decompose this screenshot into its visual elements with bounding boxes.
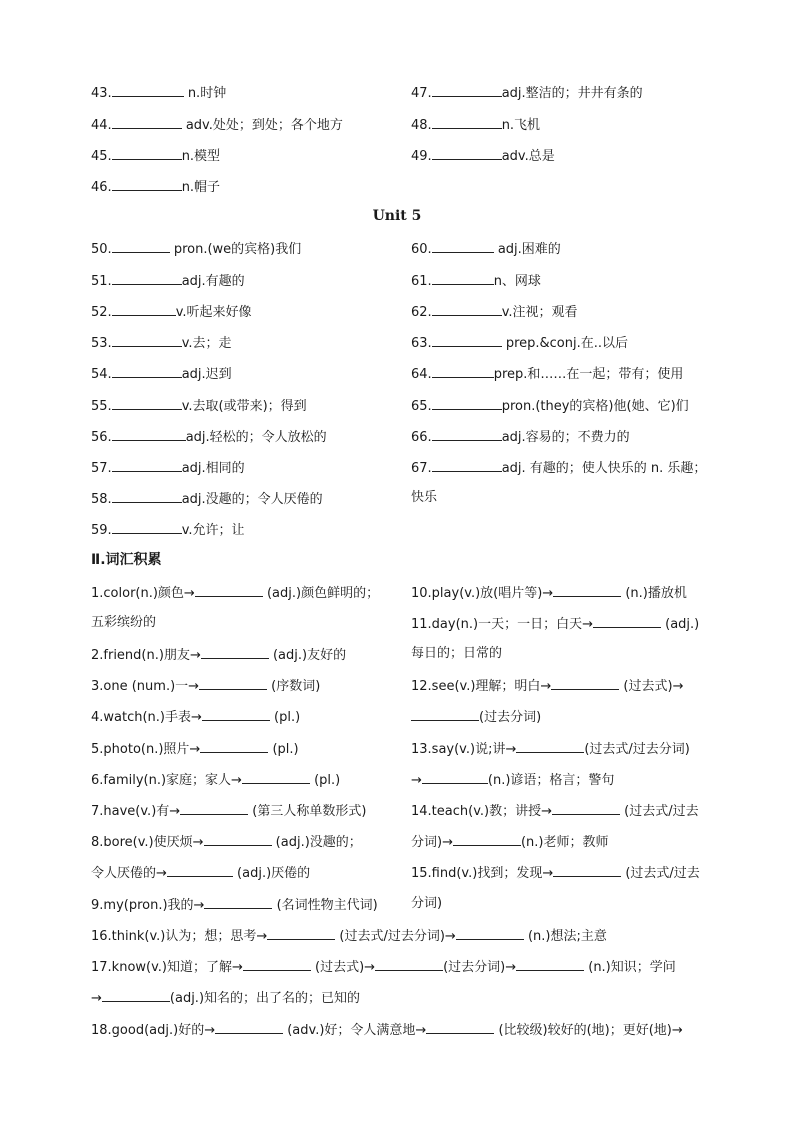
- answer-blank[interactable]: [422, 771, 488, 784]
- answer-blank[interactable]: [456, 927, 524, 940]
- answer-blank[interactable]: [432, 116, 502, 129]
- answer-blank[interactable]: [204, 896, 272, 909]
- answer-blank[interactable]: [516, 958, 584, 971]
- vocab-item-50: 50. pron.(we的宾格)我们: [91, 242, 302, 257]
- answer-blank[interactable]: [112, 428, 186, 441]
- vocab-item-67-cont: 快乐: [411, 490, 438, 505]
- answer-blank[interactable]: [551, 677, 619, 690]
- vocab-item-52: 52. v.听起来好像: [91, 305, 252, 320]
- vocab-item-16: 16.think(v.)认为；想；思考→ (过去式/过去分词)→ (n.)想法;主意: [91, 929, 607, 944]
- vocab-item-11: 11.day(n.)一天；一日；白天→ (adj.): [411, 617, 700, 632]
- vocab-item-12: 12.see(v.)理解；明白→ (过去式)→: [411, 679, 684, 694]
- vocab-item-44: 44. adv.处处；到处；各个地方: [91, 118, 343, 133]
- answer-blank[interactable]: [112, 147, 182, 160]
- answer-blank[interactable]: [432, 365, 494, 378]
- answer-blank[interactable]: [593, 615, 661, 628]
- vocab-item-13: 13.say(v.)说;讲→ (过去式/过去分词): [411, 742, 690, 757]
- vocab-item-12-cont: (过去分词): [411, 708, 541, 726]
- vocab-item-1-cont: 五彩缤纷的: [91, 615, 157, 630]
- vocab-item-59: 59. v.允许；让: [91, 523, 245, 538]
- vocab-item-18: 18.good(adj.)好的→ (adv.)好；令人满意地→ (比较级)较好的(地)；更好(地)→: [91, 1023, 683, 1038]
- vocab-item-15-cont: 分词): [411, 896, 443, 911]
- vocab-item-14: 14.teach(v.)教；讲授→ (过去式/过去: [411, 804, 699, 819]
- vocab-item-10: 10.play(v.)放(唱片等)→ (n.)播放机: [411, 586, 687, 601]
- unit-title: Unit 5: [372, 208, 422, 224]
- answer-blank[interactable]: [167, 864, 233, 877]
- vocab-item-61: 61. n、网球: [411, 274, 541, 289]
- vocab-item-66: 66. adj.容易的；不费力的: [411, 430, 630, 445]
- answer-blank[interactable]: [243, 958, 311, 971]
- answer-blank[interactable]: [553, 864, 621, 877]
- section-title: Ⅱ.词汇积累: [91, 552, 162, 568]
- answer-blank[interactable]: [432, 397, 502, 410]
- answer-blank[interactable]: [112, 334, 182, 347]
- vocab-item-8: 8.bore(v.)使厌烦→ (adj.)没趣的；: [91, 835, 362, 850]
- answer-blank[interactable]: [432, 334, 502, 347]
- vocab-item-46: 46. n.帽子: [91, 180, 221, 195]
- answer-blank[interactable]: [202, 708, 270, 721]
- vocab-item-49: 49. adv.总是: [411, 149, 555, 164]
- answer-blank[interactable]: [375, 958, 443, 971]
- answer-blank[interactable]: [200, 740, 268, 753]
- vocab-item-43: 43. n.时钟: [91, 86, 227, 101]
- answer-blank[interactable]: [204, 833, 272, 846]
- vocab-item-13-cont: → (n.)谚语；格言；警句: [411, 773, 615, 788]
- vocab-item-9: 9.my(pron.)我的→ (名词性物主代词): [91, 898, 378, 913]
- vocab-item-53: 53. v.去；走: [91, 336, 232, 351]
- vocab-item-64: 64. prep.和……在一起；带有；使用: [411, 367, 684, 382]
- vocab-item-67: 67. adj. 有趣的；使人快乐的 n. 乐趣；: [411, 461, 707, 476]
- vocab-item-1: 1.color(n.)颜色→ (adj.)颜色鲜明的；: [91, 586, 380, 601]
- answer-blank[interactable]: [201, 646, 269, 659]
- vocab-item-15: 15.find(v.)找到；发现→ (过去式/过去: [411, 866, 700, 881]
- vocab-item-3: 3.one (num.)一→ (序数词): [91, 679, 321, 694]
- answer-blank[interactable]: [112, 178, 182, 191]
- answer-blank[interactable]: [553, 584, 621, 597]
- vocab-item-57: 57. adj.相同的: [91, 461, 245, 476]
- vocab-item-55: 55. v.去取(或带来)；得到: [91, 399, 307, 414]
- vocab-item-7: 7.have(v.)有→ (第三人称单数形式): [91, 804, 367, 819]
- answer-blank[interactable]: [112, 303, 176, 316]
- answer-blank[interactable]: [215, 1021, 283, 1034]
- vocab-item-47: 47. adj.整洁的；井井有条的: [411, 86, 643, 101]
- answer-blank[interactable]: [516, 740, 584, 753]
- answer-blank[interactable]: [112, 116, 182, 129]
- vocab-item-65: 65. pron.(they的宾格)他(她、它)们: [411, 399, 689, 414]
- vocab-item-6: 6.family(n.)家庭；家人→ (pl.): [91, 773, 341, 788]
- vocab-item-14-cont: 分词)→ (n.)老师；教师: [411, 835, 609, 850]
- vocab-item-58: 58. adj.没趣的；令人厌倦的: [91, 492, 323, 507]
- vocab-item-62: 62. v.注视；观看: [411, 305, 578, 320]
- answer-blank[interactable]: [267, 927, 335, 940]
- vocab-item-11-cont: 每日的；日常的: [411, 646, 503, 661]
- answer-blank[interactable]: [199, 677, 267, 690]
- vocab-item-60: 60. adj.困难的: [411, 242, 561, 257]
- answer-blank[interactable]: [411, 708, 479, 721]
- answer-blank[interactable]: [432, 428, 502, 441]
- answer-blank[interactable]: [432, 84, 502, 97]
- vocab-item-5: 5.photo(n.)照片→ (pl.): [91, 742, 299, 757]
- answer-blank[interactable]: [112, 490, 182, 503]
- vocab-item-8-cont: 令人厌倦的→ (adj.)厌倦的: [91, 866, 311, 881]
- vocab-item-2: 2.friend(n.)朋友→ (adj.)友好的: [91, 648, 347, 663]
- answer-blank[interactable]: [432, 272, 494, 285]
- vocab-item-51: 51. adj.有趣的: [91, 274, 245, 289]
- answer-blank[interactable]: [112, 365, 182, 378]
- vocab-item-45: 45. n.模型: [91, 149, 221, 164]
- answer-blank[interactable]: [426, 1021, 494, 1034]
- answer-blank[interactable]: [453, 833, 521, 846]
- answer-blank[interactable]: [432, 459, 502, 472]
- vocab-item-48: 48. n.飞机: [411, 118, 541, 133]
- vocab-item-17-cont: → (adj.)知名的；出了名的；已知的: [91, 991, 361, 1006]
- answer-blank[interactable]: [432, 147, 502, 160]
- vocab-item-54: 54. adj.迟到: [91, 367, 232, 382]
- vocab-item-63: 63. prep.&conj.在..以后: [411, 336, 628, 351]
- answer-blank[interactable]: [180, 802, 248, 815]
- answer-blank[interactable]: [432, 240, 494, 253]
- answer-blank[interactable]: [112, 240, 170, 253]
- answer-blank[interactable]: [432, 303, 502, 316]
- vocab-item-56: 56. adj.轻松的；令人放松的: [91, 430, 327, 445]
- answer-blank[interactable]: [112, 272, 182, 285]
- answer-blank[interactable]: [112, 84, 184, 97]
- answer-blank[interactable]: [112, 397, 182, 410]
- answer-blank[interactable]: [195, 584, 263, 597]
- vocab-item-17: 17.know(v.)知道；了解→ (过去式)→ (过去分词)→ (n.)知识；学问: [91, 960, 676, 975]
- answer-blank[interactable]: [242, 771, 310, 784]
- vocab-item-4: 4.watch(n.)手表→ (pl.): [91, 710, 301, 725]
- answer-blank[interactable]: [112, 521, 182, 534]
- answer-blank[interactable]: [552, 802, 620, 815]
- answer-blank[interactable]: [112, 459, 182, 472]
- answer-blank[interactable]: [102, 989, 170, 1002]
